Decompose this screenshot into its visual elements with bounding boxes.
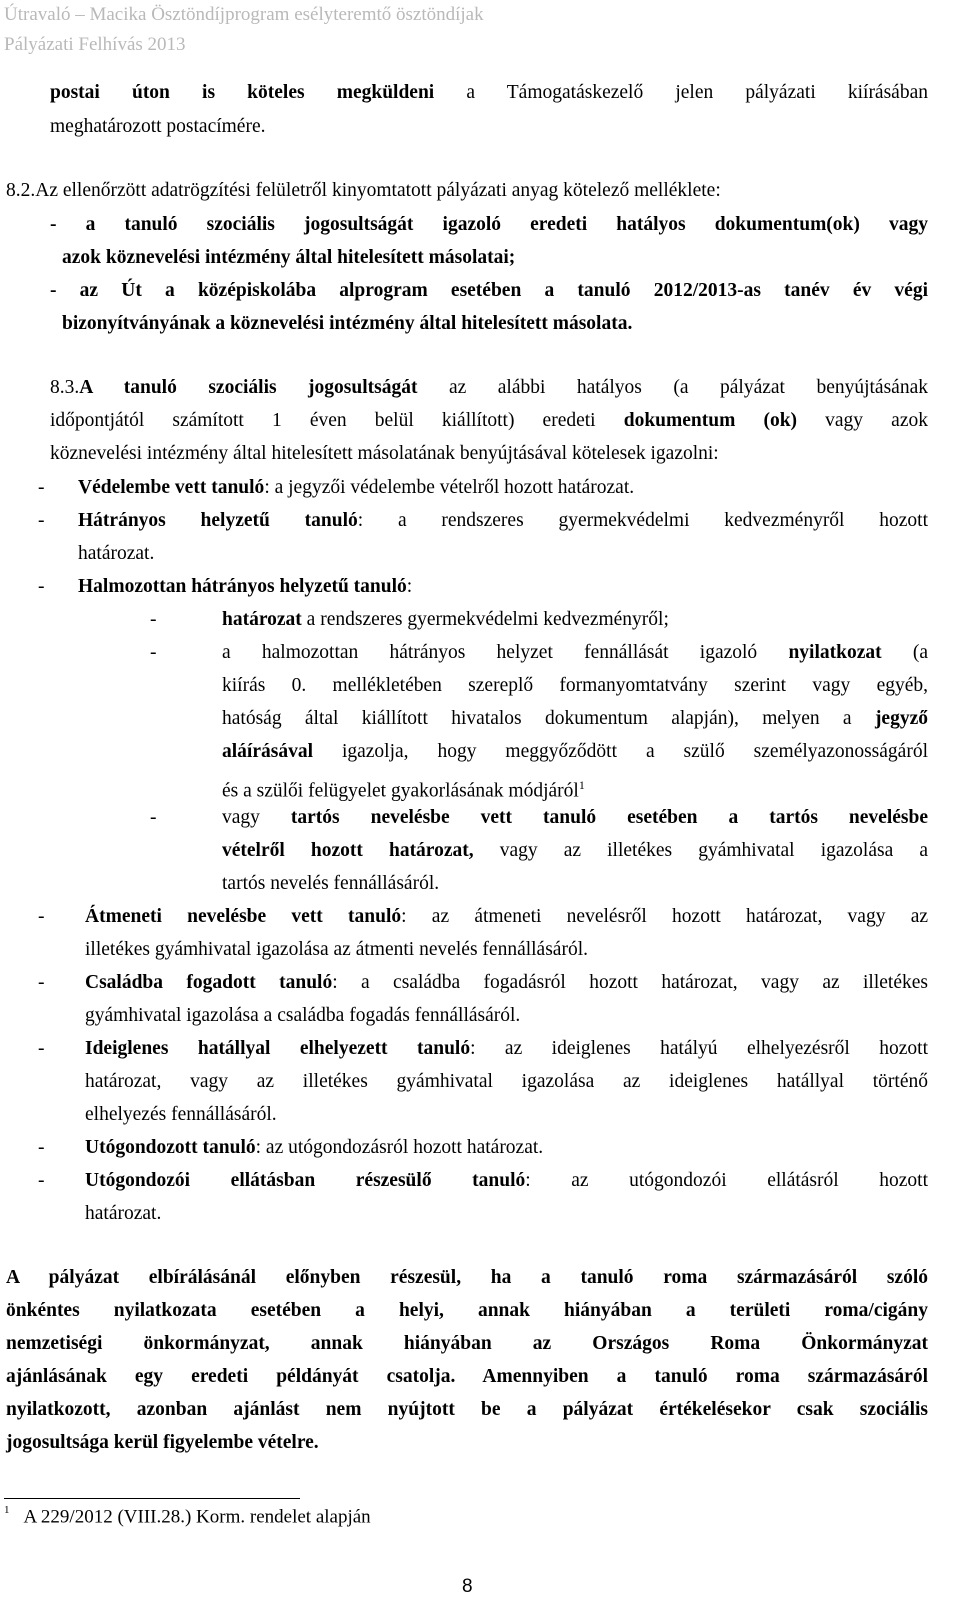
item-ideiglenes-cont-2: elhelyezés fennállásáról. xyxy=(85,1104,277,1125)
sub-nyilatkozat-2: kiírás 0. mellékletében szereplő formanyomtatvány szerint vagy egyéb, xyxy=(222,675,928,696)
page-header xyxy=(4,0,484,60)
dash: - xyxy=(38,477,45,498)
sub-tartos-3: tartós nevelés fennállásáról. xyxy=(222,873,440,894)
item-ideiglenes: Ideiglenes hatállyal elhelyezett tanuló: az ideiglenes hatályú elhelyezésről hozott xyxy=(85,1038,929,1059)
s82-bullet-1-cont: azok köznevelési intézmény által hitelesített másolatai; xyxy=(62,247,516,268)
dash: - xyxy=(38,906,45,927)
item-utogondozoi: Utógondozói ellátásban részesülő tanuló: az utógondozói ellátásról hozott xyxy=(85,1170,928,1191)
item-halmozottan: Halmozottan hátrányos helyzetű tanuló: xyxy=(78,576,413,597)
roma-line-6: jogosultsága kerül figyelembe vételre. xyxy=(6,1432,319,1453)
s82-bullet-2: - az Út a középiskolába alprogram esetében a tanuló 2012/2013-as tanév év végi xyxy=(50,280,928,301)
item-hatranyos: Hátrányos helyzetű tanuló: a rendszeres gyermekvédelmi kedvezményről hozott xyxy=(78,510,928,531)
dash: - xyxy=(38,576,45,597)
s83-line-2: időpontjától számított 1 éven belül kiállított) eredeti dokumentum (ok) vagy azok xyxy=(50,410,928,431)
roma-line-1: A pályázat elbírálásánál előnyben részesül, ha a tanuló roma származásáról szóló xyxy=(6,1267,928,1288)
item-csaladba-cont: gyámhivatal igazolása a családba fogadás fennállásáról. xyxy=(85,1005,521,1026)
dash: - xyxy=(38,1137,45,1158)
item-utogondozott: Utógondozott tanuló: az utógondozásról hozott határozat. xyxy=(85,1137,544,1158)
roma-line-4: ajánlásának egy eredeti példányát csatolja. Amennyiben a tanuló roma származásáról xyxy=(6,1366,928,1387)
item-atmeneti-cont: illetékes gyámhivatal igazolása az átmenti nevelés fennállásáról. xyxy=(85,939,588,960)
p1-line-2: meghatározott postacímére. xyxy=(50,116,266,137)
item-hatranyos-cont: határozat. xyxy=(78,543,155,564)
dash: - xyxy=(38,510,45,531)
dash: - xyxy=(38,1170,45,1191)
sub-nyilatkozat-5: és a szülői felügyelet gyakorlásának módjáról$^1$ xyxy=(222,778,585,802)
sub-tartos-2: vételről hozott határozat, vagy az illetékes gyámhivatal igazolása a xyxy=(222,840,928,861)
sub-nyilatkozat-3: hatóság által kiállított hivatalos dokumentum alapján), melyen a jegyző xyxy=(222,708,928,729)
sub-tartos-1: vagy tartós nevelésbe vett tanuló esetében a tartós nevelésbe xyxy=(222,807,928,828)
dash: - xyxy=(150,609,157,630)
page-number: 8 xyxy=(462,1576,473,1597)
s82-intro: 8.2.Az ellenőrzött adatrögzítési felületről kinyomtatott pályázati anyag kötelező melléklete: xyxy=(6,180,721,201)
dash: - xyxy=(38,972,45,993)
p1-line-1: postai úton is köteles megküldeni a Támogatáskezelő jelen pályázati kiírásában xyxy=(50,82,928,103)
item-vedelembe: Védelembe vett tanuló: a jegyzői védelembe vételről hozott határozat. xyxy=(78,477,635,498)
roma-line-3: nemzetiségi önkormányzat, annak hiányában az Országos Roma Önkormányzat xyxy=(6,1333,928,1354)
roma-line-5: nyilatkozott, azonban ajánlást nem nyújtott be a pályázat értékelésekor csak szociális xyxy=(6,1399,928,1420)
dash: - xyxy=(150,642,157,663)
sub-hatarozat: határozat a rendszeres gyermekvédelmi kedvezményről; xyxy=(222,609,669,630)
item-csaladba: Családba fogadott tanuló: a családba fogadásról hozott határozat, vagy az illetékes xyxy=(85,972,928,993)
item-ideiglenes-cont-1: határozat, vagy az illetékes gyámhivatal igazolása az ideiglenes hatállyal történő xyxy=(85,1071,928,1092)
s82-bullet-1: - a tanuló szociális jogosultságát igazoló eredeti hatályos dokumentum(ok) vagy xyxy=(50,214,928,235)
header-call-title: Pályázati Felhívás 2013 xyxy=(4,34,186,55)
sub-nyilatkozat-1: a halmozottan hátrányos helyzet fennállását igazoló nyilatkozat (a xyxy=(222,642,928,663)
footnote-text: A 229/2012 (VIII.28.) Korm. rendelet alapján xyxy=(23,1506,371,1528)
footnote-number: 1 xyxy=(4,1504,10,1516)
item-utogondozoi-cont: határozat. xyxy=(85,1203,162,1224)
footnote xyxy=(4,1506,371,1528)
s83-line-3: köznevelési intézmény által hitelesített másolatának benyújtásával kötelesek igazolni: xyxy=(50,443,719,464)
s82-bullet-2-cont: bizonyítványának a köznevelési intézmény által hitelesített másolata. xyxy=(62,313,633,334)
sub-nyilatkozat-4: aláírásával igazolja, hogy meggyőződött a szülő személyazonosságáról xyxy=(222,741,928,762)
dash: - xyxy=(38,1038,45,1059)
dash: - xyxy=(150,807,157,828)
s83-line-1: 8.3.A tanuló szociális jogosultságát az alábbi hatályos (a pályázat benyújtásának xyxy=(50,377,928,398)
item-atmeneti: Átmeneti nevelésbe vett tanuló: az átmeneti nevelésről hozott határozat, vagy az xyxy=(85,906,929,927)
roma-line-2: önkéntes nyilatkozata esetében a helyi, annak hiányában a területi roma/cigány xyxy=(6,1300,928,1321)
footnote-divider xyxy=(4,1498,300,1499)
header-program-title: Útravaló – Macika Ösztöndíjprogram esélyteremtő ösztöndíjak xyxy=(4,4,484,25)
footnote-ref[interactable]: 1 xyxy=(578,778,585,792)
